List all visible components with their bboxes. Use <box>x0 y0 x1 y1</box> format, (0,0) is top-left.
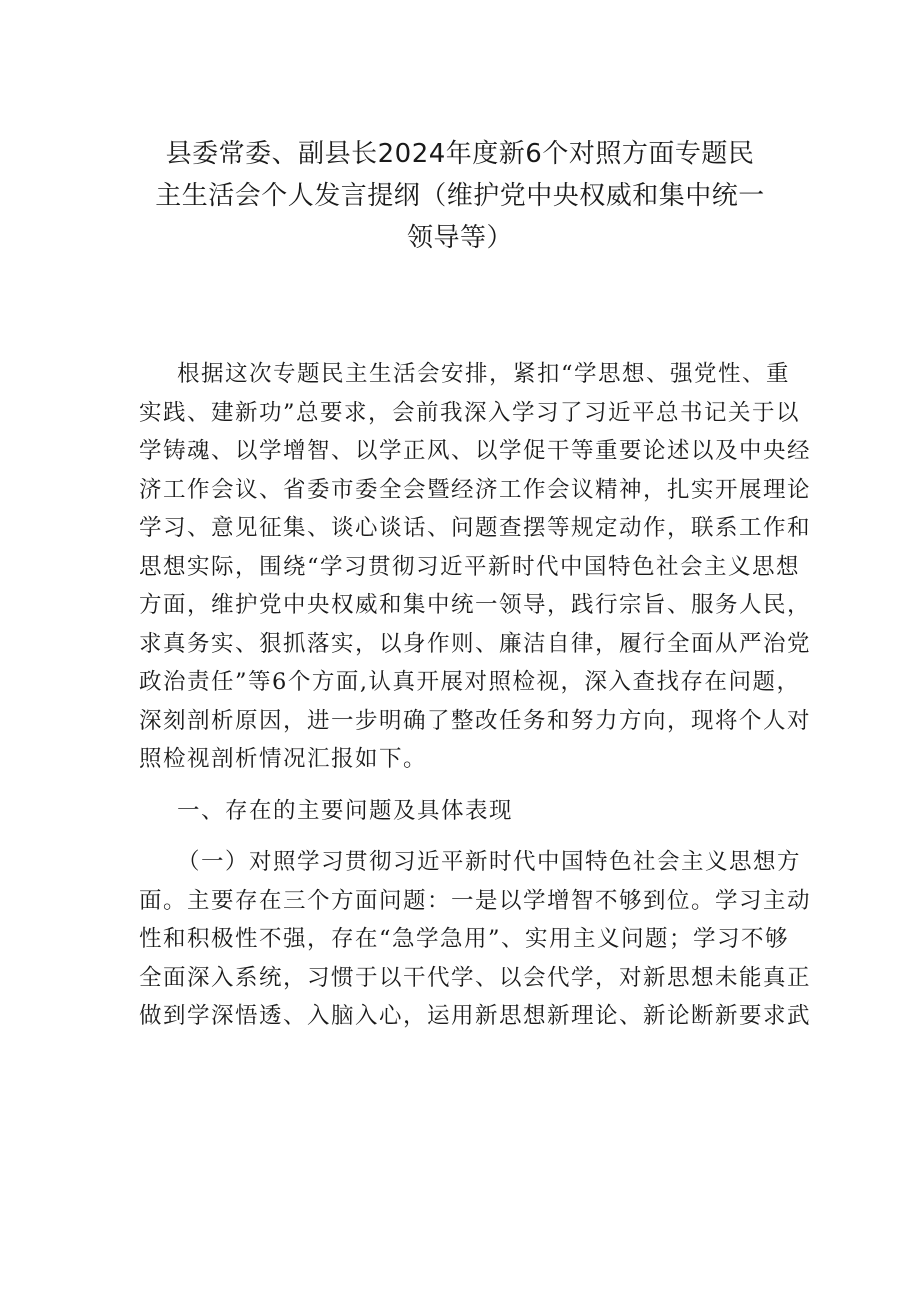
paragraph-line: 面。主要存在三个方面问题：一是以学增智不够到位。学习主动 <box>139 887 812 914</box>
paragraph-line: 方面，维护党中央权威和集中统一领导，践行宗旨、服务人民， <box>139 592 812 618</box>
paragraph-line: 学习、意见征集、谈心谈话、问题查摆等规定动作，联系工作和 <box>139 515 812 541</box>
paragraph-line: 做到学深悟透、入脑入心，运用新思想新理论、新论断新要求武 <box>139 1003 812 1029</box>
paragraph-line: 性和积极性不强，存在“急学急用”、实用主义问题；学习不够 <box>139 926 790 952</box>
paragraph-line: 政治责任”等6个方面,认真开展对照检视，深入查找存在问题， <box>139 669 801 695</box>
paragraph-line: 全面深入系统，习惯于以干代学、以会代学，对新思想未能真正 <box>139 964 812 991</box>
section-heading-text: 一、存在的主要问题及具体表现 <box>177 797 514 824</box>
document-title <box>120 133 800 259</box>
paragraph-line: 求真务实、狠抓落实，以身作则、廉洁自律，履行全面从严治党 <box>139 630 812 657</box>
document-body <box>139 355 812 1036</box>
title-line: 主生活会个人发言提纲（维护党中央权威和集中统一 <box>155 181 765 211</box>
paragraph-line: 实践、建新功”总要求，会前我深入学习了习近平总书记关于以 <box>139 399 801 426</box>
paragraph-line: （一）对照学习贯彻习近平新时代中国特色社会主义思想方 <box>177 849 802 875</box>
paragraph-spacer <box>139 830 799 843</box>
paragraph-line: 深刻剖析原因，进一步明确了整改任务和努力方向，现将个人对 <box>139 707 812 734</box>
paragraph-line: 照检视剖析情况汇报如下。 <box>139 746 428 772</box>
section-heading <box>139 792 799 831</box>
intro-paragraph <box>139 355 812 779</box>
subsection-paragraph <box>139 843 812 1036</box>
title-line: 领导等） <box>406 223 513 253</box>
paragraph-spacer <box>139 779 799 792</box>
paragraph-line: 思想实际，围绕“学习贯彻习近平新时代中国特色社会主义思想 <box>139 553 801 580</box>
paragraph-line: 根据这次专题民主生活会安排，紧扣“学思想、强党性、重 <box>177 361 791 387</box>
title-line: 县委常委、副县长2024年度新6个对照方面专题民 <box>165 139 755 169</box>
paragraph-line: 济工作会议、省委市委全会暨经济工作会议精神，扎实开展理论 <box>139 476 812 503</box>
paragraph-line: 学铸魂、以学增智、以学正风、以学促干等重要论述以及中央经 <box>139 438 812 464</box>
